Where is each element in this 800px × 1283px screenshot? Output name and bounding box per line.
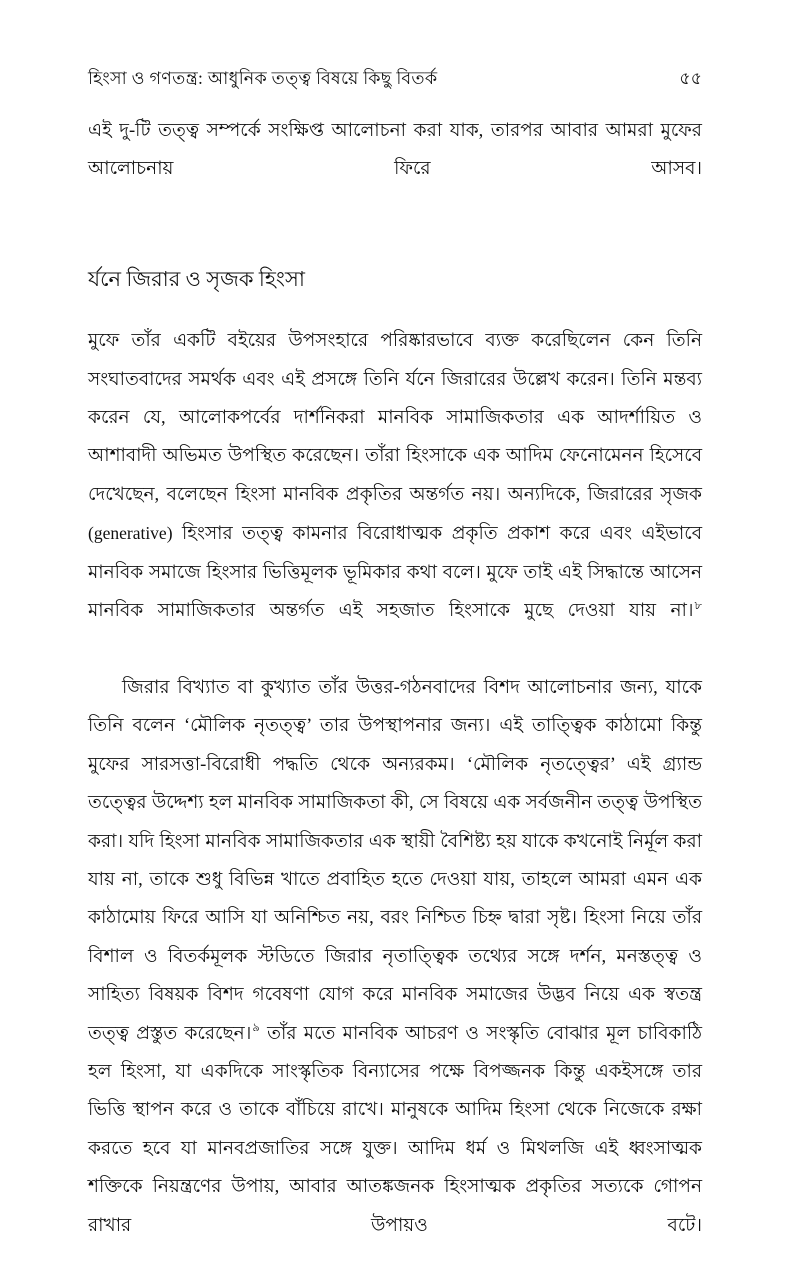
running-head-title: হিংসা ও গণতন্ত্র: আধুনিক তত্ত্ব বিষয়ে কিছু বিতর্ক: [88, 68, 438, 88]
paragraph-fundamental-anthropology: [88, 669, 702, 1283]
text-block: [88, 112, 702, 1283]
paragraph-girard-intro-text-b: হিংসার তত্ত্ব কামনার বিরোধাত্মক প্রকৃতি প্রকাশ করে এবং এইভাবে মানবিক সমাজে হিংসার ভিত্তিমূলক ভূমিকার কথা বলে। মুফে তাই এই সিদ্ধান্তে আসেন মানবিক সামাজিকতার অন্তর্গত এই সহজাত হিংসাকে মুছে দেওয়া যায় না।: [88, 524, 702, 622]
footnote-marker-8: ৮: [694, 599, 702, 612]
footnote-marker-9: ৯: [252, 1022, 260, 1035]
paragraph-intro: এই দু-টি তত্ত্ব সম্পর্কে সংক্ষিপ্ত আলোচনা করা যাক, তারপর আবার আমরা মুফের আলোচনায় ফিরে আসব।: [88, 121, 702, 180]
spacer-above-heading: [88, 227, 702, 262]
spacer-below-heading: [88, 296, 702, 322]
paragraph-girard-intro: [88, 322, 702, 669]
running-head: [88, 66, 702, 95]
latin-term-generative: (generative): [88, 523, 173, 544]
paragraph-girard-intro-text-a: মুফে তাঁর একটি বইয়ের উপসংহারে পরিষ্কারভাবে ব্যক্ত করেছিলেন কেন তিনি সংঘাতবাদের সমর্থক এবং এই প্রসঙ্গে তিনি র্যনে জিরারের উল্লেখ করেন। তিনি মন্তব্য করেন যে, আলোকপর্বের দার্শনিকরা মানবিক সামাজিকতার এক আদর্শায়িত ও আশাবাদী অভিমত উপস্থিত করেছেন। তাঁরা হিংসাকে এক আদিম ফেনোমেনন হিসেবে দেখেছেন, বলেছেন হিংসা মানবিক প্রকৃতির অন্তর্গত নয়। অন্যদিকে, জিরারের সৃজক: [88, 331, 702, 505]
paragraph-fundamental-anthropology-text-a: জিরার বিখ্যাত বা কুখ্যাত তাঁর উত্তর-গঠনবাদের বিশদ আলোচনার জন্য, যাকে তিনি বলেন ‘মৌলিক নৃতত্ত্ব’ তার উপস্থাপনার জন্য। এই তাত্ত্বিক কাঠামো কিন্তু মুফের সারসত্তা-বিরোধী পদ্ধতি থেকে অন্যরকম। ‘মৌলিক নৃতত্ত্বের’ এই গ্র্যান্ড তত্ত্বের উদ্দেশ্য হল মানবিক সামাজিকতা কী, সে বিষয়ে এক সর্বজনীন তত্ত্ব উপস্থিত করা। যদি হিংসা মানবিক সামাজিকতার এক স্থায়ী বৈশিষ্ট্য হয় যাকে কখনোই নির্মূল করা যায় না, তাকে শুধু বিভিন্ন খাতে প্রবাহিত হতে দেওয়া যায়, তাহলে আমরা এমন এক কাঠামোয় ফিরে আসি যা অনিশ্চিত নয়, বরং নিশ্চিত চিহ্ন দ্বারা সৃষ্ট। হিংসা নিয়ে তাঁর বিশাল ও বিতর্কমূলক স্টডিতে জিরার নৃতাত্ত্বিক তথ্যের সঙ্গে দর্শন, মনস্তত্ত্ব ও সাহিত্য বিষয়ক বিশদ গবেষণা যোগ করে মানবিক সমাজের উদ্ভব নিয়ে এক স্বতন্ত্র তত্ত্ব প্রস্তুত করেছেন।: [88, 677, 702, 1044]
paragraph-fundamental-anthropology-text-b: তাঁর মতে মানবিক আচরণ ও সংস্কৃতি বোঝার মূল চাবিকাঠি হল হিংসা, যা একদিকে সাংস্কৃতিক বিন্যাসের পক্ষে বিপজ্জনক কিন্তু একইসঙ্গে তার ভিত্তি স্থাপন করে ও তাকে বাঁচিয়ে রাখে। মানুষকে আদিম হিংসা থেকে নিজেকে রক্ষা করতে হবে যা মানবপ্রজাতির সঙ্গে যুক্ত। আদিম ধর্ম ও মিথলজি এই ধ্বংসাত্মক শক্তিকে নিয়ন্ত্রণের উপায়, আবার আতঙ্কজনক হিংসাত্মক প্রকৃতির সত্যকে গোপন রাখার উপায়ও বটে।: [88, 1023, 702, 1236]
section-heading: র্যনে জিরার ও সৃজক হিংসা: [88, 267, 305, 292]
page-number: ৫৫: [679, 68, 702, 88]
